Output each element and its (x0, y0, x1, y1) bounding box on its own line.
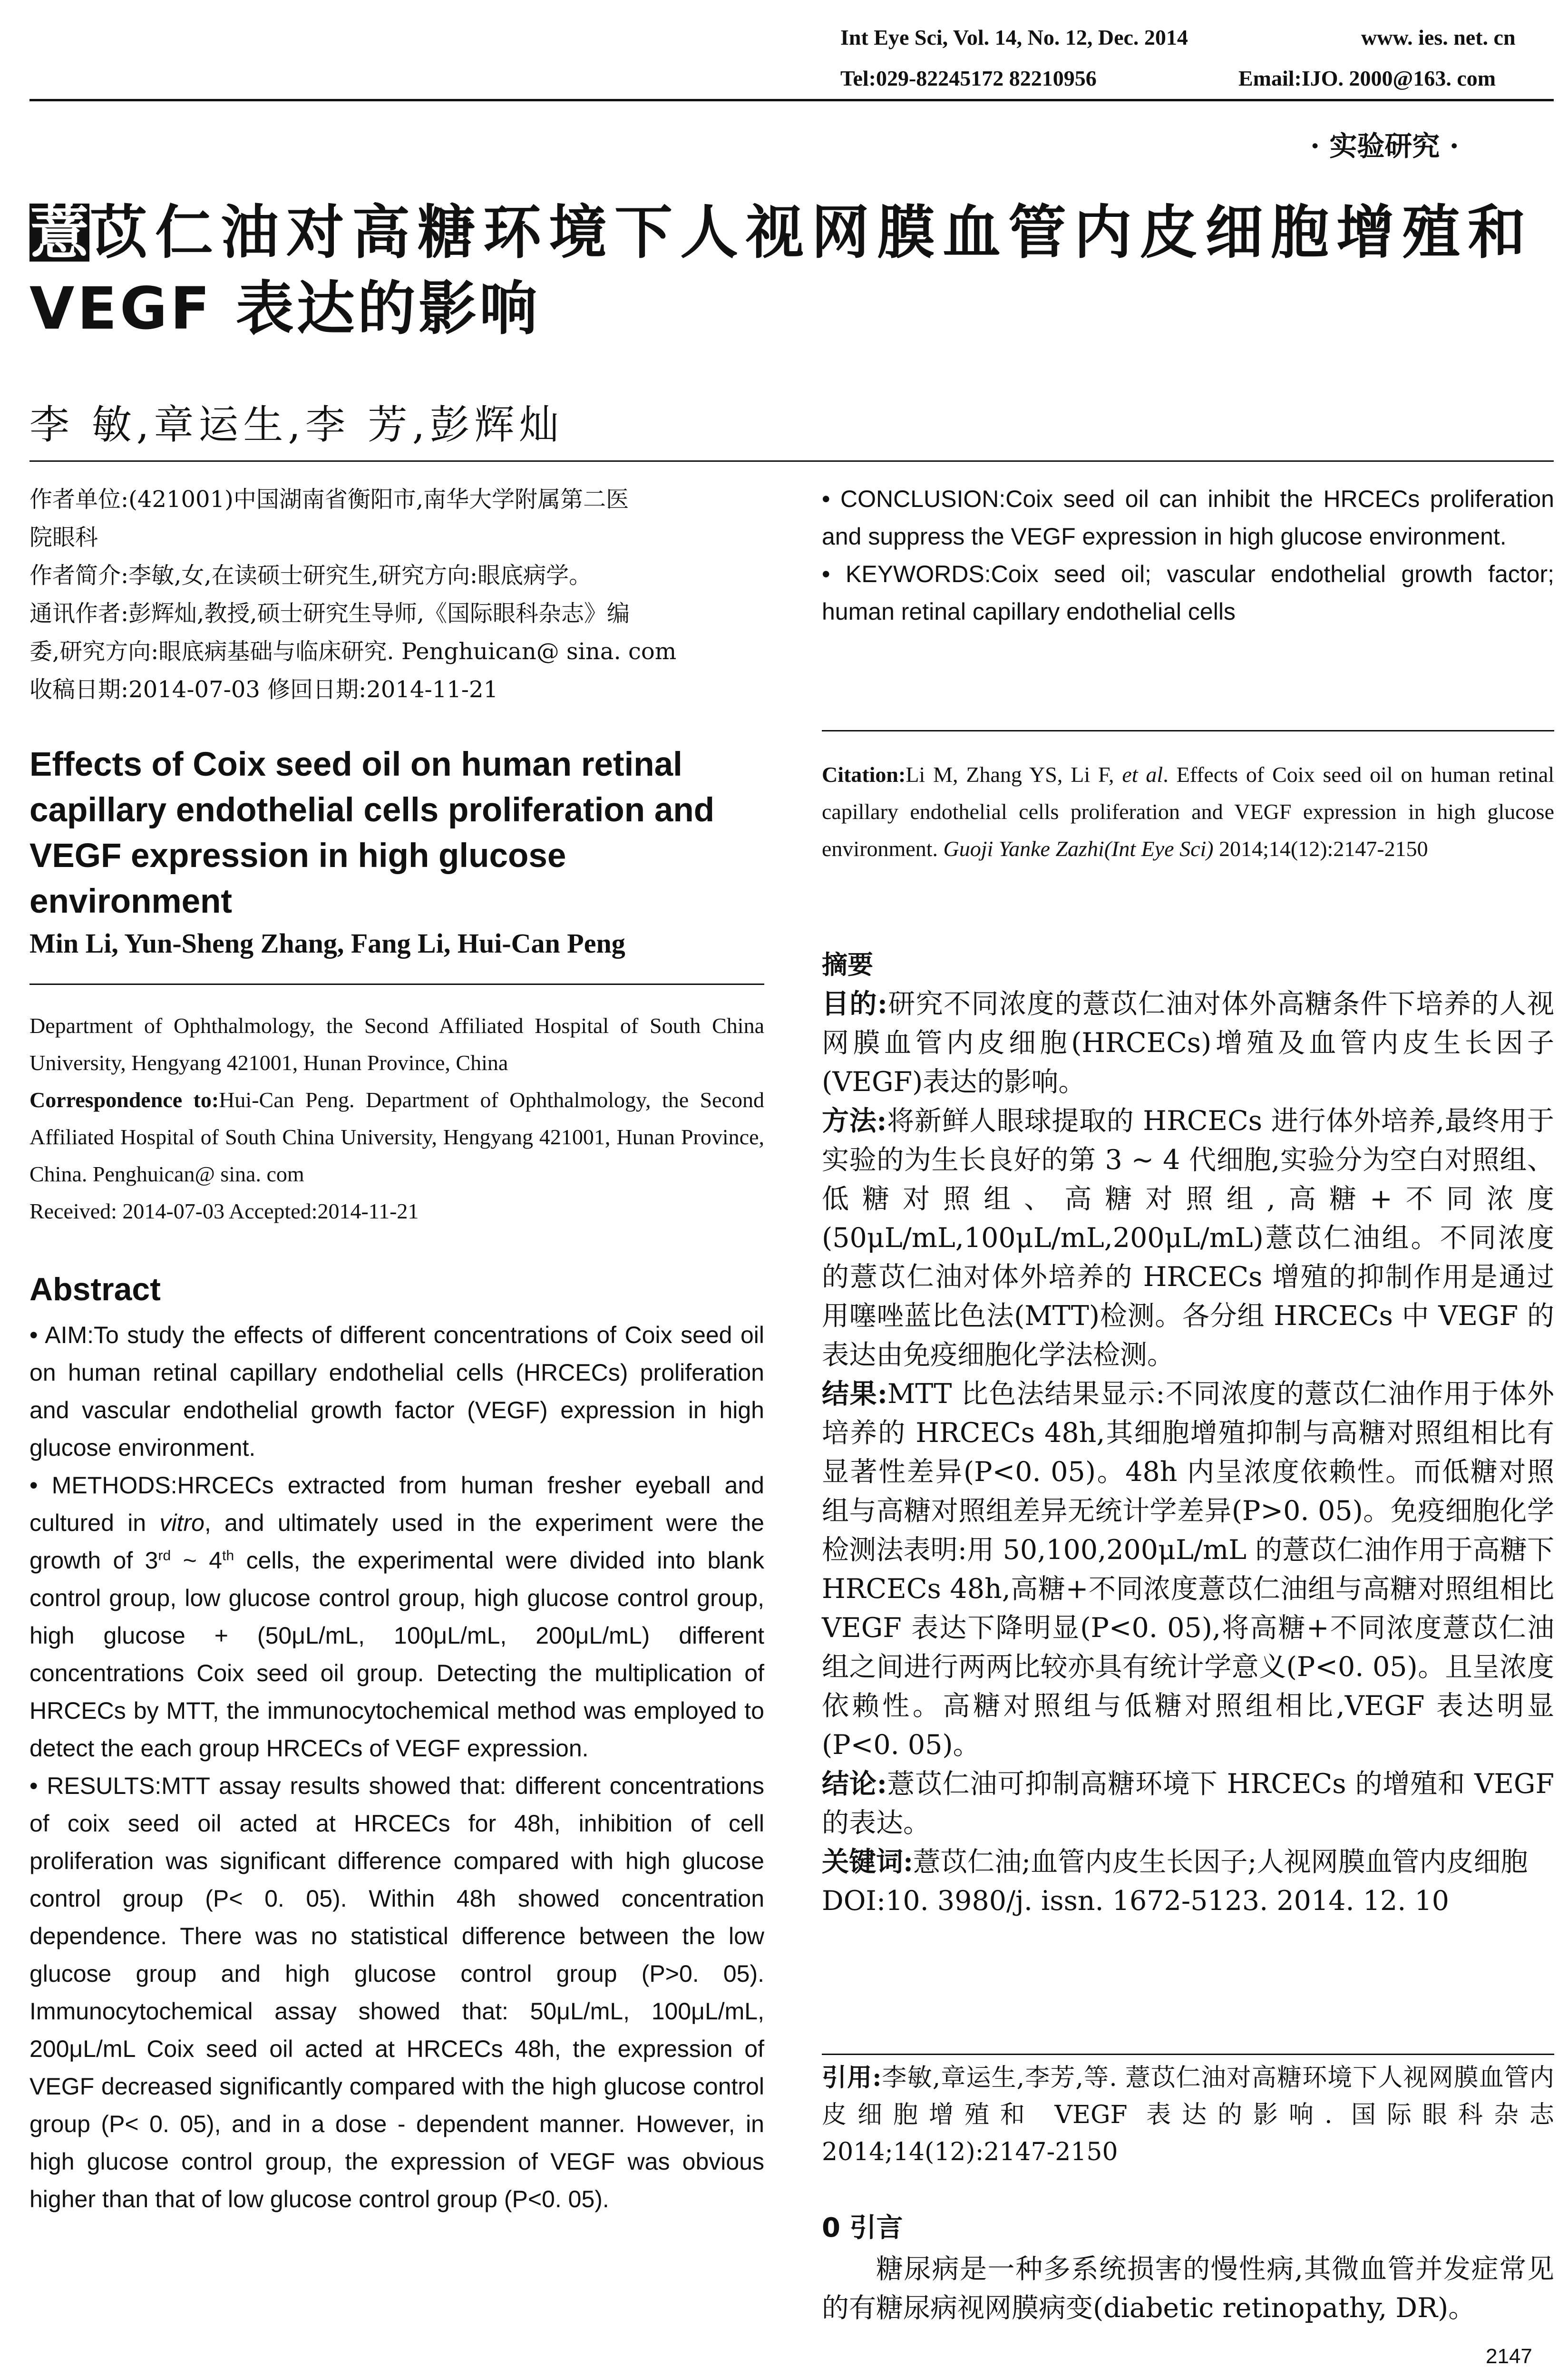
methods-sup: th (222, 1548, 234, 1564)
zh-conclusion-label: 结论: (822, 1768, 887, 1800)
zh-results (822, 1374, 1554, 1764)
citation-text: 2014;14(12):2147-2150 (1213, 837, 1428, 861)
english-authors: Min Li, Yun-Sheng Zhang, Fang Li, Hui-Can Peng (29, 928, 625, 959)
zh-keywords-text: 薏苡仁油;血管内皮生长因子;人视网膜血管内皮细胞 (913, 1846, 1528, 1878)
journal-citation-line: Int Eye Sci, Vol. 14, No. 12, Dec. 2014 (840, 25, 1188, 49)
abstract-heading: Abstract (29, 1271, 161, 1307)
author-info-line: 作者简介:李敏,女,在读硕士研究生,研究方向:眼底病学。 (29, 562, 592, 589)
zh-abstract-heading: 摘要 (822, 950, 873, 980)
correspondence-text: Hui-Can Peng. Department of Ophthalmology, the Second Affiliated Hospital of South China University, Hengyang 421001, Hunan Province, China. Penghuican@ sina. com (29, 1088, 764, 1186)
correspondence-label: Correspondence to: (29, 1088, 219, 1112)
methods-text: HRCECs extracted from human fresher eyeball and cultured in (29, 1472, 764, 1536)
zh-methods-label: 方法: (822, 1105, 887, 1137)
author-info-line: 院眼科 (29, 524, 98, 551)
intro-heading: 0 引言 (822, 2212, 903, 2243)
title-first-char-mark: 薏 (30, 199, 88, 266)
authors-rule (29, 460, 1554, 462)
zh-keywords (822, 1842, 1554, 1881)
journal-website: www. ies. net. cn (1361, 25, 1516, 49)
aim-label: • AIM: (29, 1322, 94, 1348)
abstract-keywords (822, 555, 1554, 631)
title-zh-line1 (29, 199, 1533, 266)
citation-text: . Effects of Coix seed oil on human retinal capillary endothelial cells proliferation and VEGF expression in high glucose environment. (822, 762, 1555, 861)
received-dates: Received: 2014-07-03 Accepted:2014-11-21 (29, 1199, 419, 1223)
zh-methods (822, 1101, 1554, 1374)
methods-sup: rd (158, 1548, 171, 1564)
zh-purpose-text: 研究不同浓度的薏苡仁油对体外高糖条件下培养的人视网膜血管内皮细胞(HRCECs)增殖及血管内皮生长因子(VEGF)表达的影响。 (822, 988, 1554, 1098)
page-number: 2147 (1486, 2345, 1532, 2368)
zh-conclusion (822, 1764, 1554, 1842)
aim-text: To study the effects of different concentrations of Coix seed oil on human retinal capillary endothelial cells (HRCECs) proliferation and vascular endothelial growth factor (VEGF) expression in high glucose environment. (29, 1322, 765, 1461)
citation-block (822, 756, 1554, 867)
conclusion-label: • CONCLUSION: (822, 486, 1006, 512)
authors-zh: 李 敏,章运生,李 芳,彭辉灿 (29, 401, 564, 448)
affiliation-block (29, 1007, 764, 1230)
abstract-results (29, 1767, 764, 2218)
section-tag: · 实验研究 · (1310, 130, 1459, 162)
header-rule (29, 99, 1554, 101)
english-abstract-body (29, 1316, 764, 2218)
author-info-line: 通讯作者:彭辉灿,教授,硕士研究生导师,《国际眼科杂志》编 (29, 600, 630, 627)
zh-results-label: 结果: (822, 1378, 887, 1410)
author-info-line: 收稿日期:2014-07-03 修回日期:2014-11-21 (29, 676, 498, 703)
abstract-conclusion (822, 480, 1554, 555)
methods-label: • METHODS: (29, 1472, 177, 1499)
zh-keywords-label: 关键词: (822, 1846, 914, 1878)
author-info-line: 作者单位:(421001)中国湖南省衡阳市,南华大学附属第二医 (29, 486, 629, 513)
author-info-block (29, 480, 764, 709)
zh-methods-text: 将新鲜人眼球提取的 HRCECs 进行体外培养,最终用于实验的为生长良好的第 3 ~ 4 代细胞,实验分为空白对照组、低糖对照组、高糖对照组,高糖+不同浓度(50μL/mL,100μL/mL,200μL/mL)薏苡仁油组。不同浓度的薏苡仁油对体外培养的 HRCECs 增殖的抑制作用是通过用噻唑蓝比色法(MTT)检测。各分组 HRCECs 中 VEGF 的表达由免疫细胞化学法检测。 (822, 1105, 1554, 1371)
intro-paragraph: 糖尿病是一种多系统损害的慢性病,其微血管并发症常见的有糖尿病视网膜病变(diabetic retinopathy, DR)。 (822, 2253, 1554, 2324)
citation-journal: Guoji Yanke Zazhi(Int Eye Sci) (943, 837, 1214, 861)
affiliation-rule (29, 984, 764, 985)
keywords-label: • KEYWORDS: (822, 561, 991, 587)
journal-tel: Tel:029-82245172 82210956 (840, 66, 1097, 90)
results-text: MTT assay results showed that: different concentrations of coix seed oil acted at HRCECs for 48h, inhibition of cell proliferation was significant difference compared with high glucose control group (P< 0. 05). Within 48h showed concentration dependence. There was no statistical difference between the low glucose group and high glucose control group (P>0. 05). Immunocytochemical assay showed that: 50μL/mL, 100μL/mL, 200μL/mL Coix seed oil acted at HRCECs 48h, the expression of VEGF decreased significantly compared with the high glucose control group (P< 0. 05), and in a dose - dependent manner. However, in high glucose control group, the expression of VEGF was obvious higher than that of low glucose control group (P<0. 05). (29, 1773, 764, 2212)
methods-italic: vitro (159, 1510, 205, 1536)
methods-text: ~ 4 (171, 1547, 223, 1574)
zh-citation-label: 引用: (822, 2063, 882, 2092)
zh-purpose-label: 目的: (822, 988, 887, 1020)
methods-text: cells, the experimental were divided into blank control group, low glucose control group, high glucose control group, high glucose + (50μL/mL, 100μL/mL, 200μL/mL) different concentrations Coix seed oil group. Detecting the multiplication of HRCECs by MTT, the immunocytochemical method was employed to detect the each group HRCECs of VEGF expression. (29, 1547, 764, 1762)
citation-rule (822, 730, 1554, 731)
correspondence (29, 1081, 764, 1193)
citation-text: Li M, Zhang YS, Li F, (906, 762, 1122, 787)
zh-purpose (822, 984, 1554, 1101)
results-label: • RESULTS: (29, 1773, 162, 1799)
abstract-aim (29, 1316, 764, 1467)
journal-email: Email:IJO. 2000@163. com (1238, 66, 1496, 90)
zh-conclusion-text: 薏苡仁油可抑制高糖环境下 HRCECs 的增殖和 VEGF 的表达。 (822, 1768, 1555, 1839)
citation-etal: et al (1122, 762, 1163, 787)
title-zh-line2: VEGF 表达的影响 (29, 275, 540, 342)
zh-doi: DOI:10. 3980/j. issn. 1672-5123. 2014. 12. 10 (822, 1885, 1449, 1917)
affiliation-dept: Department of Ophthalmology, the Second Affiliated Hospital of South China University, Hengyang 421001, Hunan Province, China (29, 1013, 764, 1075)
zh-results-text: MTT 比色法结果显示:不同浓度的薏苡仁油作用于体外培养的 HRCECs 48h,其细胞增殖抑制与高糖对照组相比有显著性差异(P<0. 05)。48h 内呈浓度依赖性。而低糖对照组与高糖对照组差异无统计学差异(P>0. 05)。免疫细胞化学检测法表明:用 50,100,200μL/mL 的薏苡仁油作用于高糖下 HRCECs 48h,高糖+不同浓度薏苡仁油组与高糖对照组相比 VEGF 表达下降明显(P<0. 05),将高糖+不同浓度薏苡仁油组之间进行两两比较亦具有统计学意义(P<0. 05)。且呈浓度依赖性。高糖对照组与低糖对照组相比,VEGF 表达明显(P<0. 05)。 (822, 1378, 1555, 1761)
zh-citation-text: 李敏,章运生,李芳,等. 薏苡仁油对高糖环境下人视网膜血管内皮细胞增殖和 VEGF 表达的影响. 国际眼科杂志 2014;14(12):2147-2150 (822, 2064, 1554, 2166)
author-info-line: 委,研究方向:眼底病基础与临床研究. Penghuican@ sina. com (29, 638, 677, 665)
zh-citation-block (822, 2059, 1554, 2171)
zh-citation-rule (822, 2054, 1554, 2055)
conclusion-text: Coix seed oil can inhibit the HRCECs proliferation and suppress the VEGF expression in high glucose environment. (822, 486, 1554, 550)
abstract-methods (29, 1467, 764, 1767)
citation-label: Citation: (822, 762, 906, 787)
methods-text: , and ultimately used in the experiment were the growth of 3 (29, 1510, 764, 1574)
english-abstract-continued (822, 480, 1554, 631)
zh-abstract-body (822, 984, 1554, 1920)
english-title: Effects of Coix seed oil on human retinal capillary endothelial cells proliferation and VEGF expression in high glucose environment (29, 746, 715, 920)
title-zh-line1-text: 苡仁油对高糖环境下人视网膜血管内皮细胞增殖和 (89, 199, 1533, 266)
keywords-text: Coix seed oil; vascular endothelial growth factor; human retinal capillary endothelial cells (822, 561, 1554, 625)
